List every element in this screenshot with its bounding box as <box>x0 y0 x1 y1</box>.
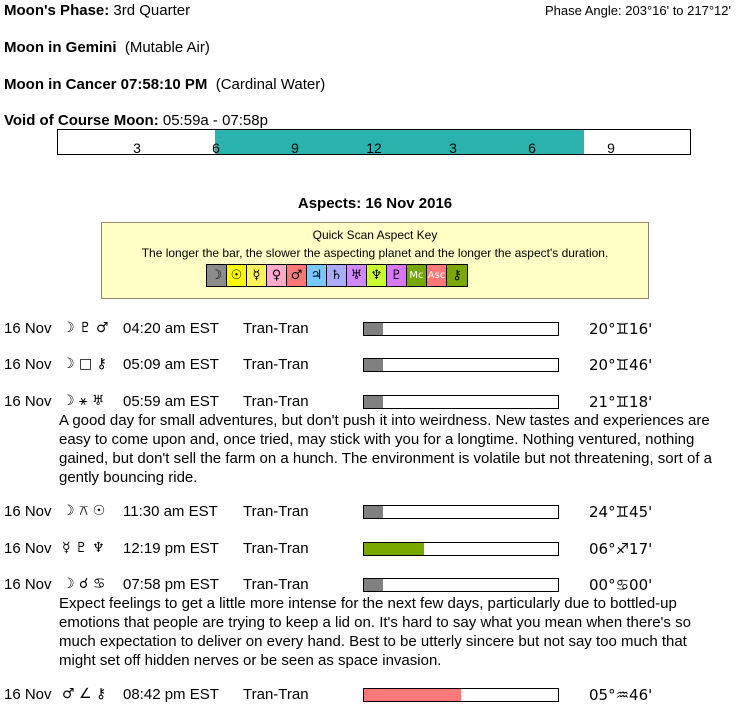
aspect-duration-bar <box>363 395 559 409</box>
aspect-glyphs: ☽ ♇ ♂ <box>62 320 109 336</box>
aspect-duration-bar <box>363 688 559 702</box>
aspect-key-title: Quick Scan Aspect Key <box>312 228 438 242</box>
aspect-degree: 20°♊46' <box>589 356 653 374</box>
aspect-duration-bar <box>363 505 559 519</box>
aspect-date: 16 Nov <box>4 540 52 557</box>
aspect-date: 16 Nov <box>4 393 52 410</box>
aspect-type: Tran-Tran <box>243 320 309 337</box>
aspect-type: Tran-Tran <box>243 540 309 557</box>
moon-in-sign-2-quality: (Cardinal Water) <box>215 76 326 93</box>
aspect-date: 16 Nov <box>4 356 52 373</box>
aspect-degree: 06°♐17' <box>589 540 653 558</box>
aspect-glyphs: ♂ ∠ ⚷ <box>62 686 107 702</box>
aspect-time: 04:20 am EST <box>123 320 219 337</box>
aspect-row <box>0 320 750 344</box>
aspect-interpretation: A good day for small adventures, but don't push it into weirdness. New tastes and experiences are easy to come upon and, once tried, may stick with you for a longtime. Nothing ventured, nothing gained, but don't sell the farm on a hunch. The environment is volatile but not threatening, sort of a gently bouncing ride. <box>59 412 712 486</box>
aspect-type: Tran-Tran <box>243 356 309 373</box>
moon-in-sign-2-label: Moon in Cancer 07:58:10 PM <box>4 76 208 93</box>
key-planet-8: ♆ <box>367 265 387 286</box>
aspect-key-box <box>101 222 649 299</box>
key-planet-4: ♂ <box>287 265 307 286</box>
timeline-tick-label: 6 <box>212 140 220 156</box>
aspect-duration-fill <box>364 323 383 335</box>
aspect-key-planet-row <box>206 264 468 287</box>
key-planet-0: ☽ <box>207 265 227 286</box>
aspect-duration-fill <box>364 359 383 371</box>
aspect-row <box>0 503 750 527</box>
key-planet-1: ☉ <box>227 265 247 286</box>
key-planet-7: ♅ <box>347 265 367 286</box>
moon-in-sign-1 <box>4 39 210 56</box>
voc-label: Void of Course Moon: <box>4 112 159 129</box>
aspect-date: 16 Nov <box>4 503 52 520</box>
aspect-type: Tran-Tran <box>243 503 309 520</box>
aspect-key-description: The longer the bar, the slower the aspecting planet and the longer the aspect's duration. <box>141 246 609 260</box>
aspect-time: 05:59 am EST <box>123 393 219 410</box>
aspect-date: 16 Nov <box>4 576 52 593</box>
key-planet-12: ⚷ <box>447 265 467 286</box>
voc-value: 05:59a - 07:58p <box>162 112 268 129</box>
timeline-tick-label: 6 <box>528 140 536 156</box>
aspect-duration-bar <box>363 358 559 372</box>
aspect-duration-fill <box>364 579 383 591</box>
aspect-date: 16 Nov <box>4 686 52 703</box>
aspect-type: Tran-Tran <box>243 686 309 703</box>
aspect-row <box>0 540 750 564</box>
aspect-type: Tran-Tran <box>243 393 309 410</box>
timeline-tick-label: 9 <box>291 140 299 156</box>
aspects-title: Aspects: 16 Nov 2016 <box>297 195 453 212</box>
timeline-tick-label: 12 <box>366 140 382 156</box>
moon-in-sign-1-label: Moon in Gemini <box>4 39 117 56</box>
aspect-degree: 21°♊18' <box>589 393 653 411</box>
moon-phase-value: 3rd Quarter <box>113 2 191 19</box>
timeline-tick-label: 9 <box>607 140 615 156</box>
moon-in-sign-2 <box>4 76 325 93</box>
aspect-duration-bar <box>363 322 559 336</box>
key-planet-5: ♃ <box>307 265 327 286</box>
aspect-time: 05:09 am EST <box>123 356 219 373</box>
key-planet-9: ♇ <box>387 265 407 286</box>
phase-angle-value: 203°16' to 217°12' <box>625 3 731 18</box>
aspect-glyphs: ☿ ♇ ♆ <box>62 540 105 556</box>
moon-in-sign-1-quality: (Mutable Air) <box>124 39 210 56</box>
aspect-time: 11:30 am EST <box>123 503 218 520</box>
aspect-date: 16 Nov <box>4 320 52 337</box>
key-planet-3: ♀ <box>267 265 287 286</box>
aspect-glyphs: ☽ ⚻ ☉ <box>62 503 106 519</box>
key-planet-11: Asc <box>427 265 447 286</box>
timeline-tick-label: 3 <box>449 140 457 156</box>
aspect-row <box>0 356 750 380</box>
aspect-row <box>0 686 750 710</box>
key-planet-2: ☿ <box>247 265 267 286</box>
phase-angle-line <box>545 3 731 18</box>
aspect-duration-fill <box>364 689 461 701</box>
aspect-degree: 00°♋00' <box>589 576 653 594</box>
aspect-interpretation: Expect feelings to get a little more intense for the next few days, particularly due to bottled-up emotions that people are trying to keep a lid on. It's hard to say what you mean when there's so much expectation to deliver on every hand. Best to be utterly sincere but not say too much that might set off hidden nerves or be seen as space invasion. <box>59 595 691 669</box>
aspect-duration-fill <box>364 396 383 408</box>
key-planet-6: ♄ <box>327 265 347 286</box>
key-planet-10: Mc <box>407 265 427 286</box>
aspect-glyphs: ☽ ⚹ ♅ <box>62 393 105 409</box>
aspect-glyphs: ☽ ☌ ♋ <box>62 576 106 592</box>
aspect-duration-fill <box>364 506 383 518</box>
aspect-degree: 05°♒46' <box>589 686 653 704</box>
aspect-degree: 20°♊16' <box>589 320 653 338</box>
void-of-course-line <box>4 112 268 129</box>
aspect-duration-bar <box>363 578 559 592</box>
aspect-duration-fill <box>364 543 424 555</box>
aspect-type: Tran-Tran <box>243 576 309 593</box>
aspect-glyphs: ☽ □ ⚷ <box>62 356 107 372</box>
moon-phase-line <box>4 2 190 19</box>
aspect-duration-bar <box>363 542 559 556</box>
aspect-time: 08:42 pm EST <box>123 686 219 703</box>
aspect-time: 12:19 pm EST <box>123 540 219 557</box>
aspect-degree: 24°♊45' <box>589 503 653 521</box>
void-of-course-timeline <box>57 129 691 155</box>
aspect-time: 07:58 pm EST <box>123 576 219 593</box>
moon-phase-label: Moon's Phase: <box>4 2 110 19</box>
phase-angle-label: Phase Angle: <box>545 3 622 18</box>
timeline-tick-label: 3 <box>133 140 141 156</box>
